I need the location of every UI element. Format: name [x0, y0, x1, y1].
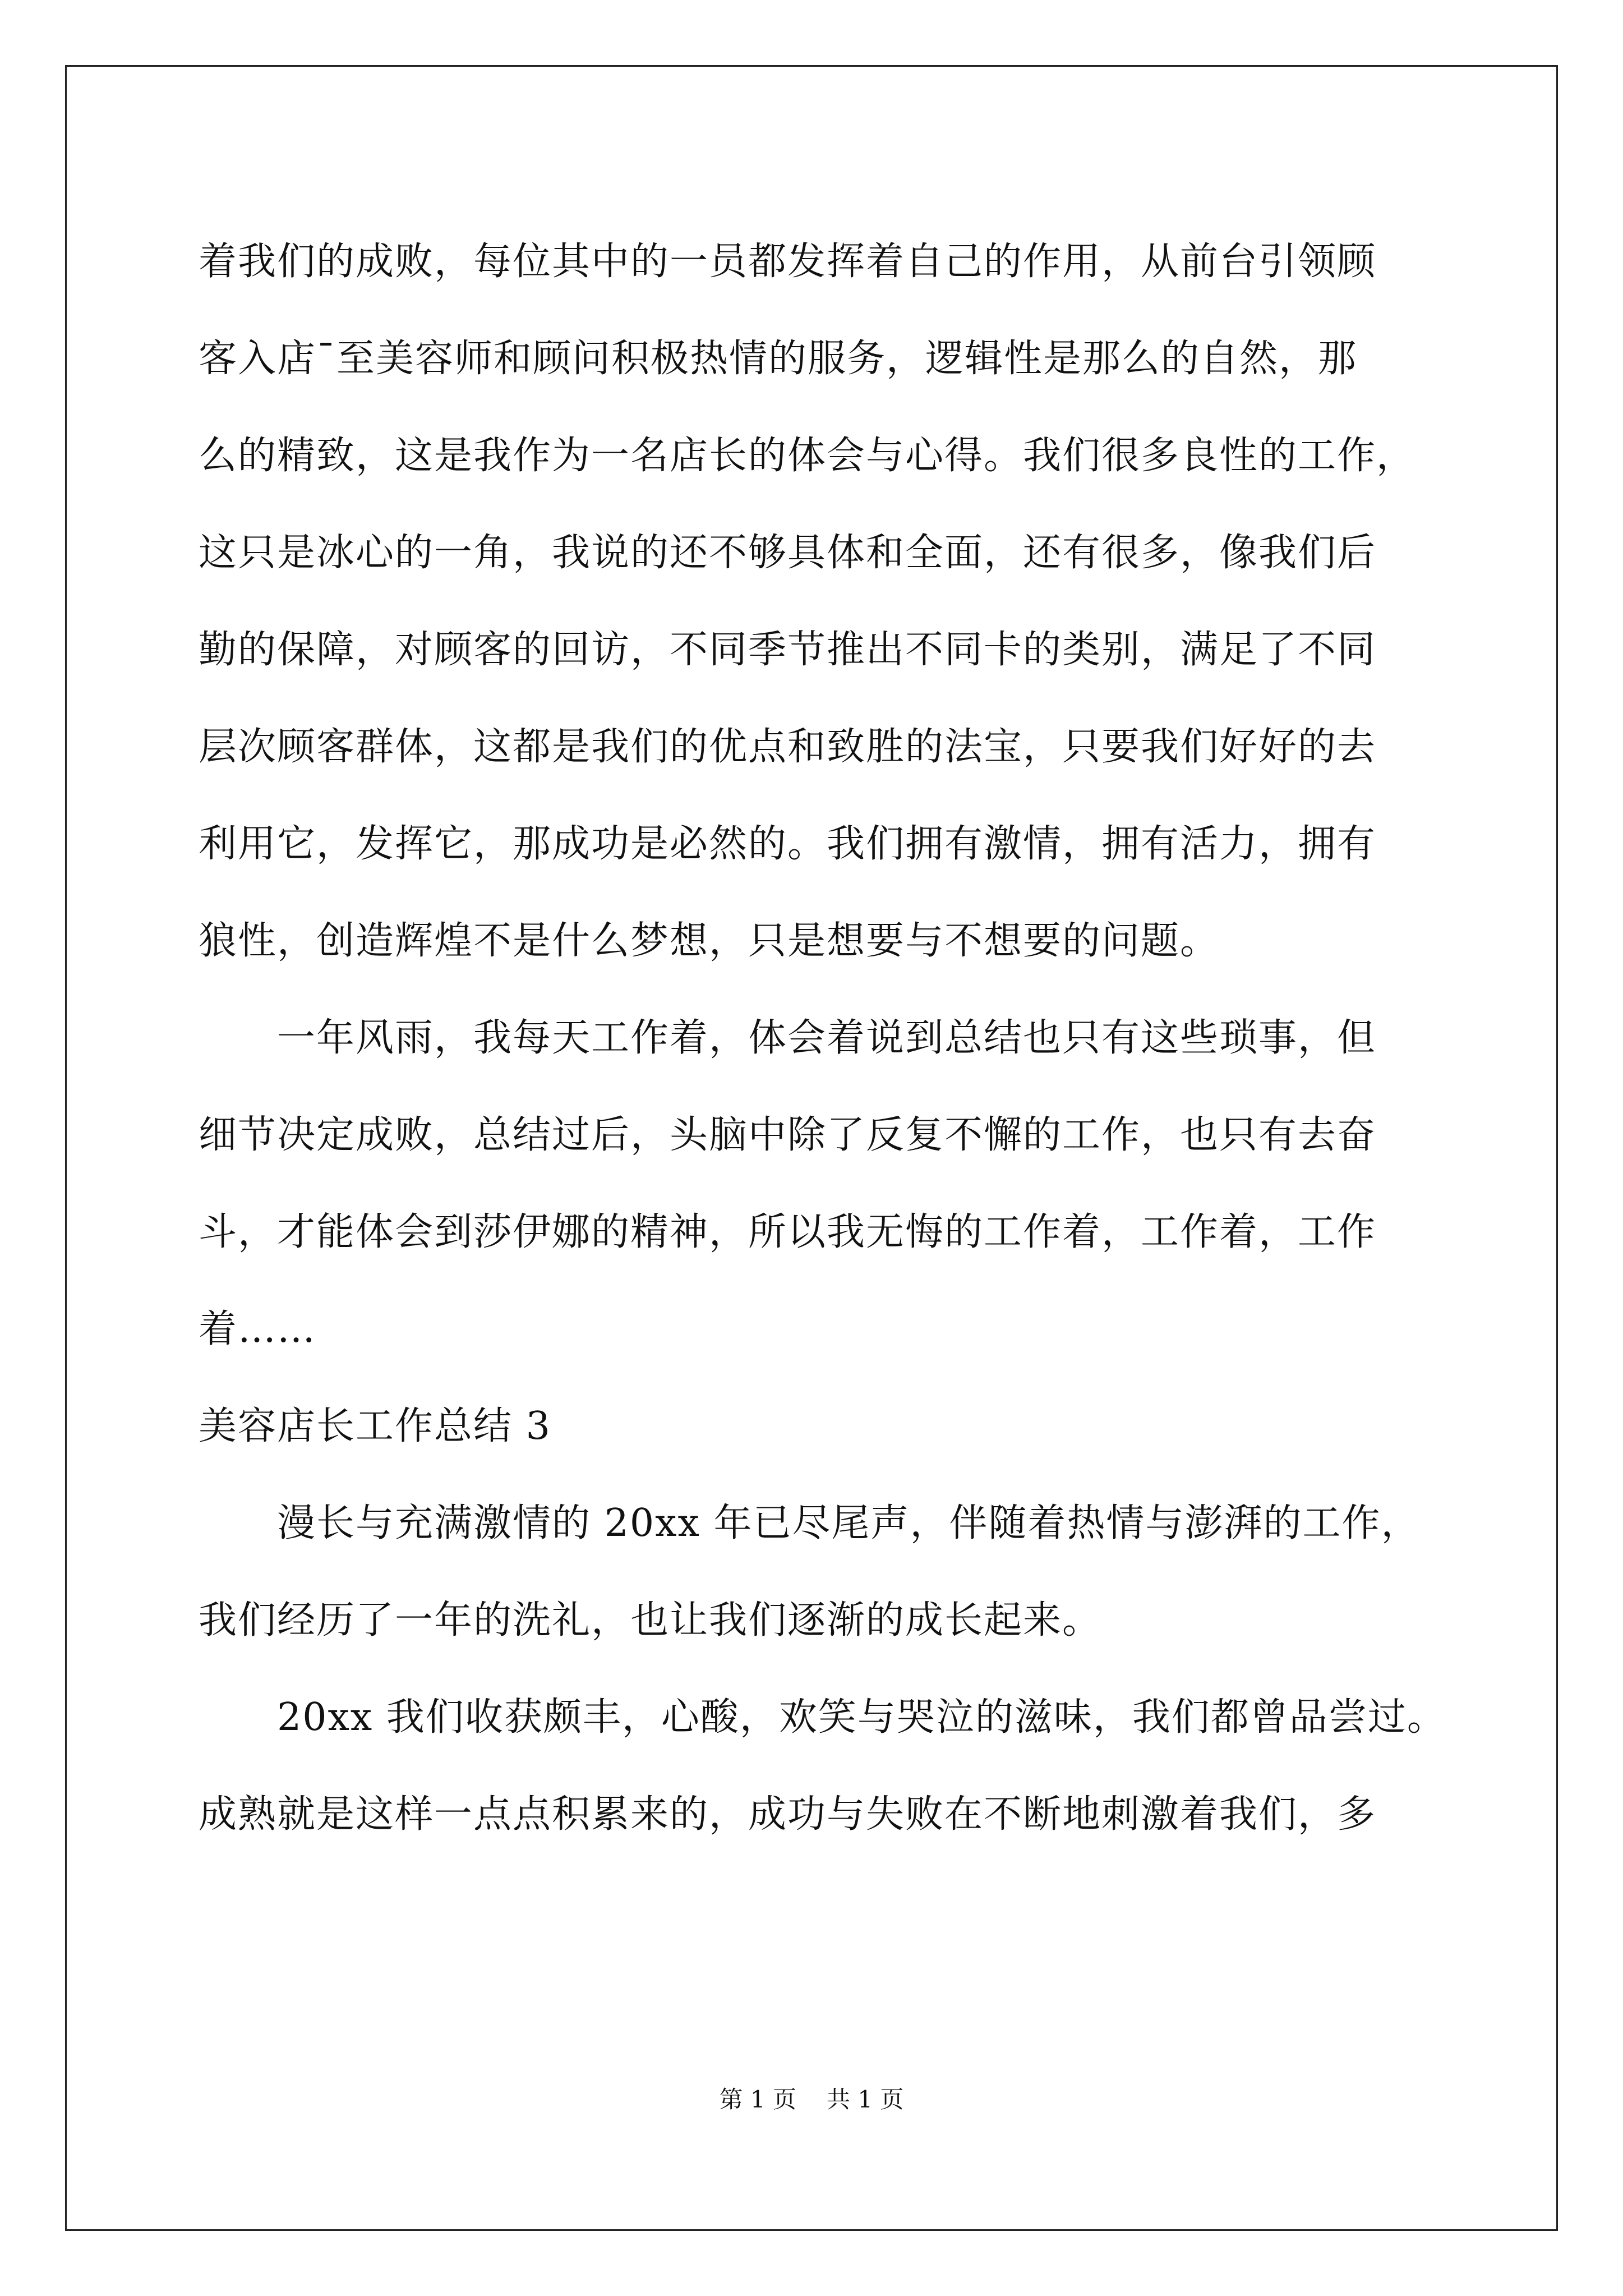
- text-line: 客入店¯至美容师和顾问积极热情的服务，逻辑性是那么的自然，那: [199, 337, 1358, 381]
- paragraph-start-line: 20xx 我们收获颇丰，心酸，欢笑与哭泣的滋味，我们都曾品尝过。: [277, 1695, 1446, 1740]
- page-total: 共 1 页: [827, 2086, 904, 2113]
- text-line: 么的精致，这是我作为一名店长的体会与心得。我们很多良性的工作，: [199, 434, 1416, 478]
- text-line: 细节决定成败，总结过后，头脑中除了反复不懈的工作，也只有去奋: [199, 1113, 1377, 1157]
- page-footer: [0, 2083, 1623, 2116]
- text-line: 这只是冰心的一角，我说的还不够具体和全面，还有很多，像我们后: [199, 531, 1377, 575]
- text-line: 层次顾客群体，这都是我们的优点和致胜的法宝，只要我们好好的去: [199, 725, 1377, 769]
- text-line: 着我们的成败，每位其中的一员都发挥着自己的作用，从前台引领顾: [199, 240, 1377, 284]
- text-line: 勤的保障，对顾客的回访，不同季节推出不同卡的类别，满足了不同: [199, 628, 1377, 672]
- text-line: 成熟就是这样一点点积累来的，成功与失败在不断地刺激着我们，多: [199, 1792, 1377, 1837]
- text-line: 我们经历了一年的洗礼，也让我们逐渐的成长起来。: [199, 1598, 1102, 1642]
- text-line: 利用它，发挥它，那成功是必然的。我们拥有激情，拥有活力，拥有: [199, 822, 1377, 866]
- section-heading: 美容店长工作总结 3: [199, 1404, 551, 1448]
- page-number: 第 1 页: [719, 2086, 796, 2113]
- paragraph-start-line: 漫长与充满激情的 20xx 年已尽尾声，伴随着热情与澎湃的工作，: [277, 1501, 1421, 1545]
- text-line: 斗，才能体会到莎伊娜的精神，所以我无悔的工作着，工作着，工作: [199, 1210, 1377, 1254]
- text-line: 着……: [199, 1307, 317, 1351]
- text-line: 狼性，创造辉煌不是什么梦想，只是想要与不想要的问题。: [199, 919, 1220, 963]
- paragraph-start-line: 一年风雨，我每天工作着，体会着说到总结也只有这些琐事，但: [277, 1016, 1377, 1060]
- document-body: [199, 213, 1455, 1863]
